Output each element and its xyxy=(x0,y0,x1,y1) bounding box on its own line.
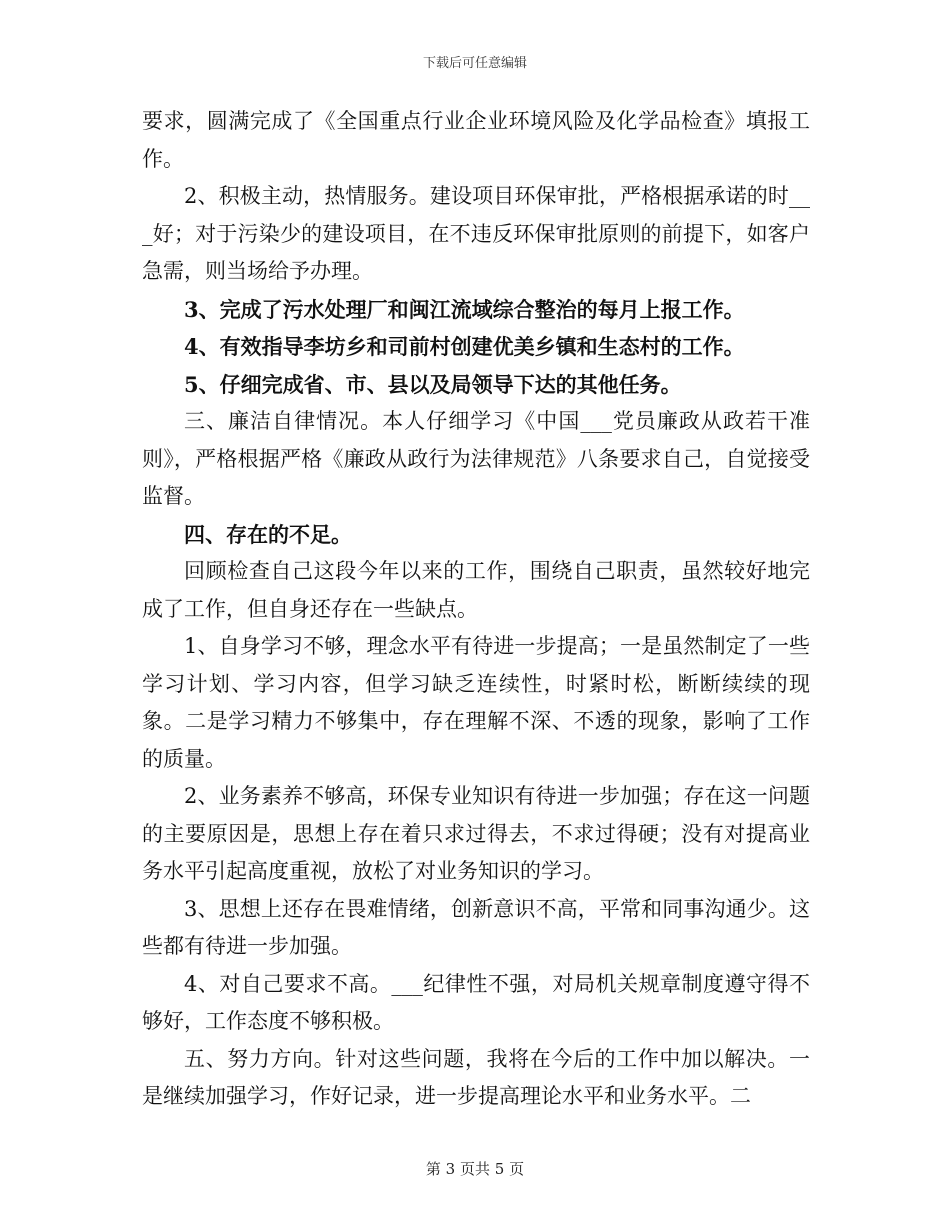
paragraph-4: 4、有效指导李坊乡和司前村创建优美乡镇和生态村的工作。 xyxy=(184,334,745,359)
paragraph-13: 五、努力方向。针对这些问题，我将在今后的工作中加以解决。一是继续加强学习，作好记录，进一步提高理论水平和业务水平。二 xyxy=(142,1046,810,1108)
page-footer: 第 3 页共 5 页 xyxy=(425,1160,525,1178)
document-body xyxy=(142,103,810,1116)
paragraph-12: 4、对自己要求不高。___纪律性不强，对局机关规章制度遵守得不够好，工作态度不够积极。 xyxy=(142,971,810,1033)
paragraph-9: 1、自身学习不够，理念水平有待进一步提高；一是虽然制定了一些学习计划、学习内容，但学习缺乏连续性，时紧时松，断断续续的现象。二是学习精力不够集中，存在理解不深、不透的现象，影响了工作的质量。 xyxy=(142,634,810,771)
page-header: 下载后可任意编辑 xyxy=(422,56,527,71)
paragraph-1: 要求，圆满完成了《全国重点行业企业环境风险及化学品检查》填报工作。 xyxy=(142,109,810,171)
paragraph-6: 三、廉洁自律情况。本人仔细学习《中国___党员廉政从政若干准则》，严格根据严格《廉政从政行为法律规范》八条要求自己，自觉接受监督。 xyxy=(142,409,810,508)
paragraph-8: 回顾检查自己这段今年以来的工作，围绕自己职责，虽然较好地完成了工作，但自身还存在一些缺点。 xyxy=(142,559,810,621)
paragraph-2: 2、积极主动，热情服务。建设项目环保审批，严格根据承诺的时___好；对于污染少的建设项目，在不违反环保审批原则的前提下，如客户急需，则当场给予办理。 xyxy=(142,184,810,283)
paragraph-3: 3、完成了污水处理厂和闽江流域综合整治的每月上报工作。 xyxy=(184,296,745,322)
section-heading: 四、存在的不足。 xyxy=(184,521,352,547)
paragraph-10: 2、业务素养不够高，环保专业知识有待进一步加强；存在这一问题的主要原因是，思想上存在着只求过得去，不求过得硬；没有对提高业务水平引起高度重视，放松了对业务知识的学习。 xyxy=(142,784,810,883)
paragraph-5: 5、仔细完成省、市、县以及局领导下达的其他任务。 xyxy=(184,371,682,397)
paragraph-11: 3、思想上还存在畏难情绪，创新意识不高，平常和同事沟通少。这些都有待进一步加强。 xyxy=(142,896,810,958)
